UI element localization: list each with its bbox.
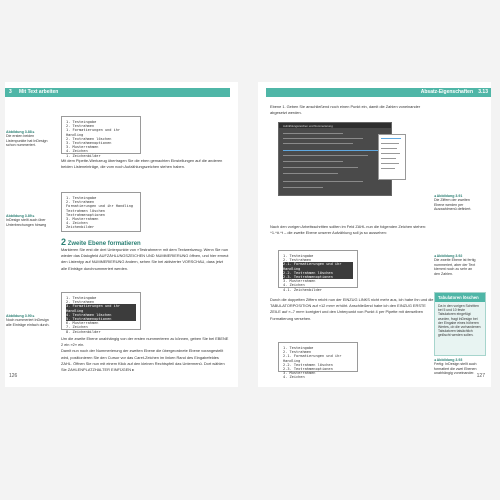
caption-text: Fertig: InDesign stellt auch formatiert die zwei Ebenen unabhängig voneinander.: [434, 362, 477, 376]
dialog-row: [283, 133, 343, 134]
list-line-selected: 5. Textrahmenoptionen: [66, 317, 136, 321]
page-number: 127: [476, 373, 485, 379]
section-title: Absatz-Eigenschaften: [420, 89, 473, 95]
body-paragraph: Um die zweite Ebene unabhängig von der ersten nummerieren zu können, geben Sie bei EBENE 2 ein »2« ein. Damit nun noch der Nummerierung der zweiten Ebene die übergeordnete Ebene vorangestellt wird, positionieren Sie den Cursor vor das Caret-Zeichen im linken Rand des Eingabefeldes ZAHL. Öffnen Sie nun mit einem Klick auf den kleinen Rechtspfeil das Untermenü. Dort wählen Sie ZAHLENPLATZHALTER EINFÜGEN ▸: [61, 336, 229, 373]
caption-title: Abbildung 3.89 ▸: [6, 214, 35, 218]
caption-text: Die ersten beiden Listenpunkte hat InDesign schon nummeriert.: [6, 134, 48, 148]
submenu-popup: [378, 134, 406, 180]
step-heading: [61, 237, 141, 247]
list-line: 2. Textrahmen löschen: [66, 136, 112, 141]
caption-title: ◂ Abbildung 3.91: [434, 194, 463, 198]
list-line: 4. Zeichen: [66, 149, 88, 154]
list-line-selected: 2.1. Formatierungen und ihr Handling: [283, 262, 353, 270]
body-paragraph: Durch die doppelten Ziffern reicht nun der EINZUG LINKS nicht mehr aus, ich habe ihn und die TABULATORPOSITION auf »12 mm« erhöht. Anschließend habe ich den EINZUG ERSTE ZEILE auf »–7 mm« korrigiert und den Unterpunkt von Punkt 4 per Pipette mit denselben Formatierung versehen.: [270, 297, 434, 321]
figure-caption: [6, 314, 50, 327]
caption-text: Die Ziffern der zweiten Ebene werden per Auswahlmenü definiert.: [434, 198, 472, 212]
caption-text: Noch nummeriert InDesign alle Einträge einfach durch.: [6, 318, 50, 327]
chapter-number: 3: [9, 89, 12, 95]
list-line: 3. Musterrahmen: [66, 217, 99, 222]
list-line-selected: 4. Textrahmen löschen: [66, 313, 136, 317]
list-line: 3. Musterrahmen: [66, 145, 99, 150]
body-paragraph: Ebene 1. Geben Sie anschließend noch einen Punkt ein, damit die Zahlen voneinander abgesetzt werden.: [270, 104, 421, 116]
caption-title: Abbildung 3.90 ▸: [6, 314, 35, 318]
figure-caption: [6, 214, 50, 227]
dialog-row: [283, 173, 338, 174]
list-line: 4.1. Zeichenbilder: [283, 287, 322, 292]
tip-text: Da in den vorigen Schritten bei 5 und 10 feste Tabulatoren eingefügt wurden, fragt InDesign bei der Eingabe eines höheren Wertes, ob die vorhandenen Tabulatoren tatsächlich gelöscht werden sollen.: [438, 304, 481, 338]
left-page: [5, 82, 238, 387]
tip-title: Tabulatoren löschen: [435, 293, 485, 302]
figure-caption: [434, 358, 478, 376]
dialog-title: Aufzählungszeichen und Nummerierung: [279, 123, 391, 128]
caption-text: InDesign stellt auch über Unterbrechungen hinweg: [6, 218, 47, 227]
list-line: 2. Testrahmen: [66, 300, 95, 305]
chapter-title: Mit Text arbeiten: [19, 89, 59, 95]
list-line-selected: 3. Formatierungen und ihr Handling: [66, 304, 136, 312]
submenu-item: [381, 168, 395, 169]
list-line: 8. Zeichenbilder: [66, 329, 101, 334]
list-line: 1. Testeingabe: [66, 120, 97, 124]
list-line: 4. Zeichen: [283, 375, 305, 380]
dialog-row: [283, 155, 368, 156]
figure-caption: [434, 194, 478, 212]
list-line: Textrahmenoptionen: [66, 212, 105, 217]
list-line: 2.2. Textrahmen löschen: [283, 362, 333, 367]
list-line: 1. Testeingabe: [283, 346, 314, 350]
right-page: [258, 82, 491, 387]
dialog-row: [283, 143, 353, 144]
dialog-row: [283, 187, 323, 188]
body-paragraph: Markieren Sie erst die drei Unterpunkte von »Testrahmen« mit dem Textwerkzeug. Wenn Sie nun wieder das Dialogfeld AUFZÄHLUNGSZEICHEN UND NUMMERIERUNG öffnen, und hier erneut den Listentyp auf NUMMERIERUNG ändern, sehen Sie bei aktivierter VORSCHAU, dass jetzt alle Einträge durchnummeriert werden.: [61, 247, 229, 271]
body-paragraph: Mit dem Pipette-Werkzeug übertragen Sie die eben gemachten Einstellungen auf die anderen beiden Listeneinträge, die vom noch Aufzählungszeichen stehen haben.: [61, 158, 223, 170]
list-example-4: [278, 250, 358, 292]
list-line: Zeichenbilder: [66, 225, 95, 230]
dialog-row: [283, 161, 343, 162]
dialog-row: [283, 181, 363, 182]
list-line: 4. Zeichen: [66, 221, 88, 226]
submenu-item: [381, 143, 399, 144]
list-line: 3. Textrahmenoptionen: [66, 141, 112, 146]
list-line: 6. Musterrahmen: [66, 321, 99, 326]
list-line: 2.3. Textrahmenoptionen: [283, 367, 333, 372]
list-line: 2. Testrahmen: [283, 258, 312, 263]
list-line: 3. Musterrahmen: [283, 371, 316, 376]
list-line: 2. Testrahmen: [283, 350, 312, 355]
dialog-row: [283, 167, 358, 168]
list-line: 1. Testeingabe: [283, 254, 314, 258]
list-line: 1. Testeingabe: [66, 296, 97, 300]
list-line: 2. Testrahmen: [66, 124, 95, 129]
list-line-selected: 2.2. Textrahmen löschen: [283, 271, 353, 275]
figure-caption: [6, 130, 50, 148]
caption-title: ◂ Abbildung 3.93: [434, 358, 463, 362]
submenu-item: [381, 163, 399, 164]
figure-caption: [434, 254, 478, 276]
list-line-selected: 2.3. Textrahmenoptionen: [283, 275, 353, 279]
list-example-2: [61, 192, 141, 232]
list-line: 7. Zeichen: [66, 325, 88, 330]
list-example-1: [61, 116, 141, 158]
list-line: 2. Testrahmen: [66, 200, 95, 205]
list-line: Formatierungen und ihr Handling: [66, 204, 134, 209]
list-line: 1. Zeichenbilder: [66, 153, 101, 158]
list-line: 1. Testeingabe: [66, 196, 97, 200]
page-number: 126: [9, 373, 18, 379]
step-title: Zweite Ebene formatieren: [67, 241, 141, 247]
chapter-header: [5, 88, 230, 97]
list-line: 3. Musterrahmen: [283, 279, 316, 284]
dialog-screenshot: [278, 122, 392, 196]
caption-title: Abbildung 3.88 ▸: [6, 130, 35, 134]
caption-text: Die zweite Ebene ist fertig nummeriert, aber der Text klemmt noch zu sehr an den Zahlen.: [434, 258, 476, 276]
list-line: Textrahmen löschen: [66, 208, 105, 213]
list-line: 4. Zeichen: [283, 283, 305, 288]
section-number: 3.13: [478, 89, 488, 95]
list-line: 2.1. Formatierungen und ihr Handling: [283, 354, 342, 363]
submenu-item: [381, 148, 397, 149]
dialog-row: [283, 138, 363, 139]
body-paragraph: Nach den vorigen Arbeitsschritten sollten im Feld ZAHL nun die folgenden Zeichen stehen: ^1.^#.^t – die zweite Ebene unserer Aufzählung soll ja so aussehen:: [270, 224, 427, 236]
tip-box: [434, 292, 486, 356]
list-example-5: [278, 342, 358, 380]
list-line: 1. Formatierungen und ihr Handling: [66, 128, 121, 137]
list-example-3: [61, 292, 141, 334]
submenu-item: [381, 158, 396, 159]
submenu-item: [381, 153, 400, 154]
dialog-row-highlight: [283, 150, 379, 151]
submenu-item-selected: [381, 138, 401, 139]
section-header: [266, 88, 491, 97]
caption-title: ◂ Abbildung 3.92: [434, 254, 463, 258]
step-number: 2: [61, 237, 67, 247]
